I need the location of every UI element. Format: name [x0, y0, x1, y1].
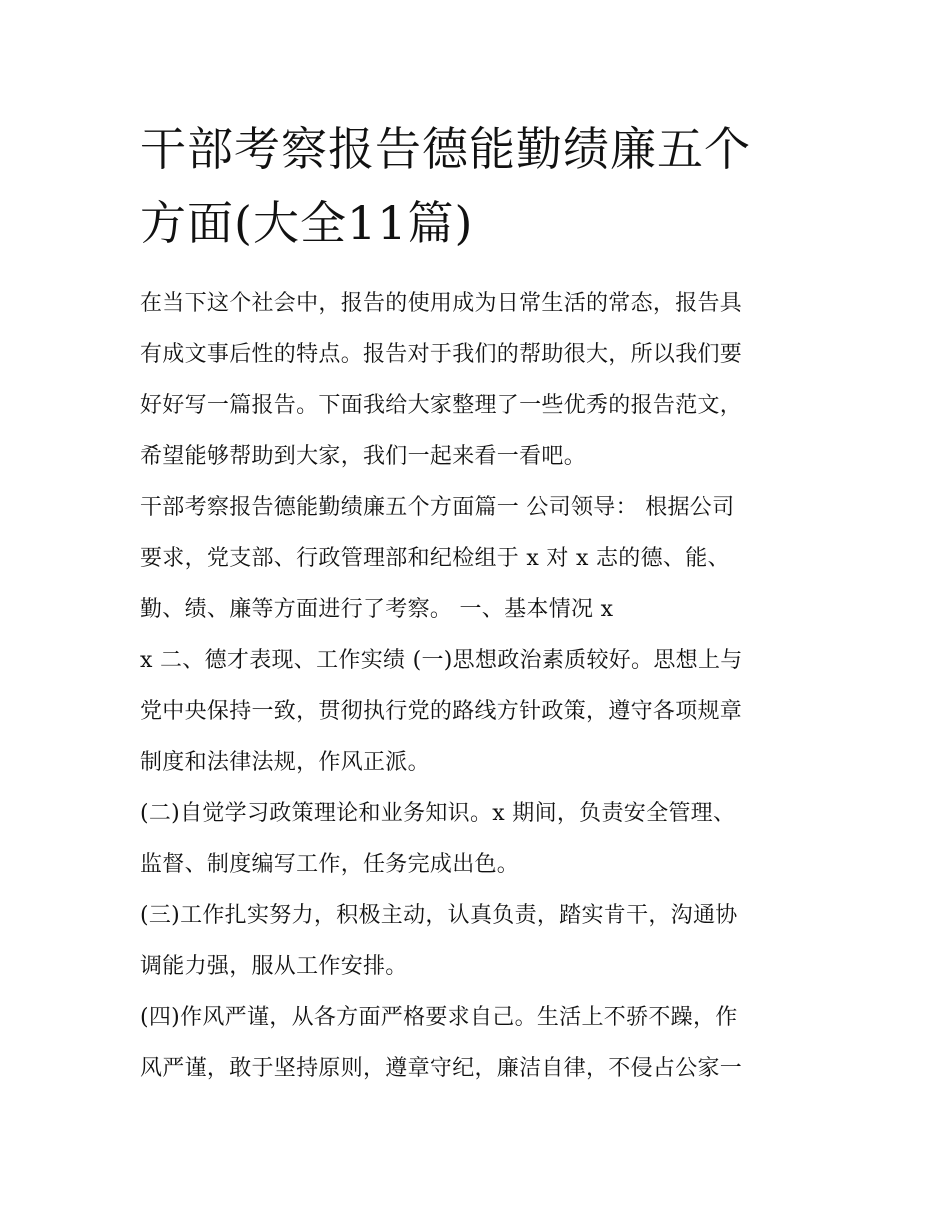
document-title: [140, 112, 820, 260]
title-line-1: 干部考察报告德能勤绩廉五个: [140, 122, 751, 176]
body-line: 调能力强，服从工作安排。: [140, 954, 408, 979]
body-line: 干部考察报告德能勤绩廉五个方面篇一 公司领导： 根据公司: [140, 495, 735, 520]
body-line: 希望能够帮助到大家，我们一起来看一看吧。: [140, 444, 587, 469]
body-line: (三)工作扎实努力，积极主动，认真负责，踏实肯干，沟通协: [140, 903, 738, 928]
body-line: 要求，党支部、行政管理部和纪检组于 x 对 x 志的德、能、: [140, 546, 730, 571]
body-line: (二)自觉学习政策理论和业务知识。x 期间，负责安全管理、: [140, 801, 736, 826]
body-line: (四)作风严谨，从各方面严格要求自己。生活上不骄不躁，作: [140, 1005, 738, 1030]
body-line: 勤、绩、廉等方面进行了考察。 一、基本情况 x: [140, 597, 614, 622]
body-line: 在当下这个社会中，报告的使用成为日常生活的常态，报告具: [140, 291, 743, 316]
body-line: 党中央保持一致，贯彻执行党的路线方针政策，遵守各项规章: [140, 699, 743, 724]
document-body: [140, 278, 830, 1094]
body-line: x 二、德才表现、工作实绩 (一)思想政治素质较好。思想上与: [140, 648, 743, 673]
body-line: 有成文事后性的特点。报告对于我们的帮助很大，所以我们要: [140, 342, 743, 367]
body-line: 风严谨，敢于坚持原则，遵章守纪，廉洁自律，不侵占公家一: [140, 1056, 743, 1081]
body-line: 制度和法律法规，作风正派。: [140, 750, 430, 775]
body-line: 好好写一篇报告。下面我给大家整理了一些优秀的报告范文，: [140, 393, 743, 418]
title-line-2: 方面(大全11篇): [140, 196, 474, 250]
body-line: 监督、制度编写工作，任务完成出色。: [140, 852, 520, 877]
